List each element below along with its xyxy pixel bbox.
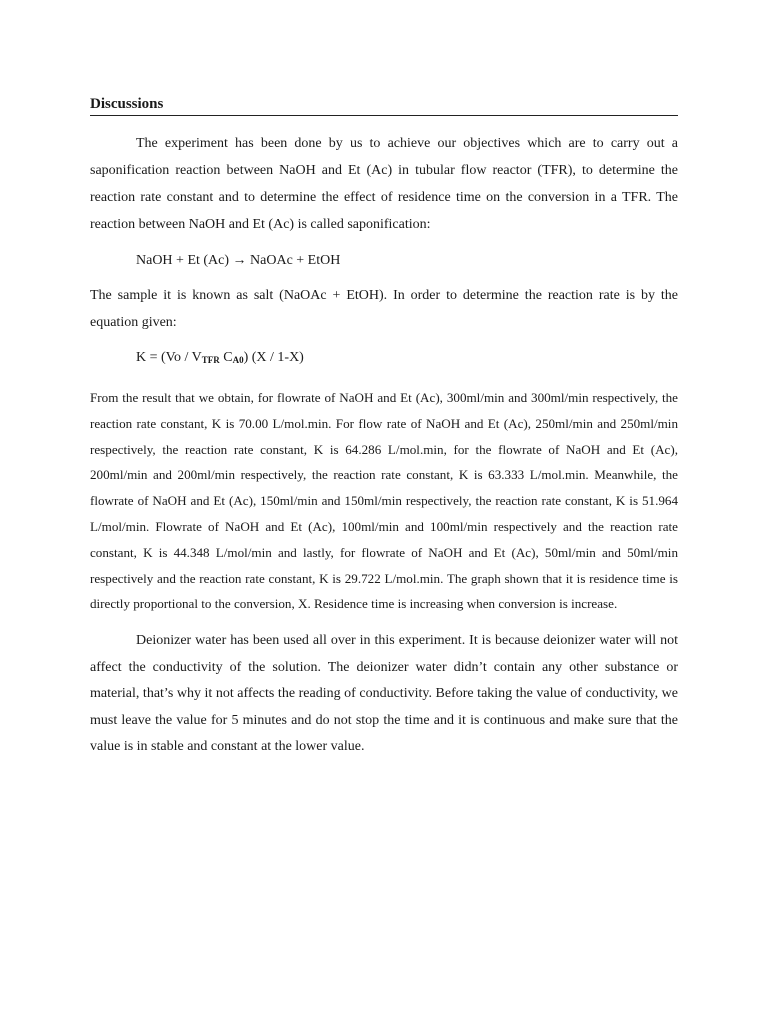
equation-suffix: ) (X / 1-X) [243,350,304,365]
equation-prefix: K = (Vo / V [136,350,202,365]
equation-mid: C [219,350,233,365]
section-heading: Discussions [90,94,678,116]
paragraph-sample: The sample it is known as salt (NaOAc + EtOH). In order to determine the reaction rate is by the equation given: [90,288,678,330]
subscript-tfr: TFR [201,355,220,365]
paragraph-deionizer: Deionizer water has been used all over in this experiment. It is because deionizer water will not affect the conductivity of the solution. The deionizer water didn’t contain any other substance or material, that’s why it not affects the reading of conductivity. Before taking the value of conductivity, we must leave the value for 5 minutes and do not stop the time and it is continuous and make sure that the value is in stable and constant at the lower value. [90,633,678,755]
paragraph-results: From the result that we obtain, for flowrate of NaOH and Et (Ac), 300ml/min and 300ml/min respectively, the reaction rate constant, K is 70.00 L/mol.min. For flow rate of NaOH and Et (Ac), 250ml/min and 250ml/min respectively, the reaction rate constant, K is 64.286 L/mol.min, for the flowrate of NaOH and Et (Ac), 200ml/min and 200ml/min respectively, the reaction rate constant, K is 63.333 L/mol.min. Meanwhile, the flowrate of NaOH and Et (Ac), 150ml/min and 150ml/min respectively, the reaction rate constant, K is 51.964 L/mol/min. Flowrate of NaOH and Et (Ac), 100ml/min and 100ml/min respectively and the reaction rate constant, K is 44.348 L/mol/min and lastly, for flowrate of NaOH and Et (Ac), 50ml/min and 50ml/min respectively and the reaction rate constant, K is 29.722 L/mol.min. The graph shown that it is residence time is directly proportional to the conversion, X. Residence time is increasing when conversion is increase. [90,390,678,612]
rate-constant-equation [136,348,678,370]
reaction-equation: NaOH + Et (Ac) → NaOAc + EtOH [136,253,341,268]
subscript-a0: A0 [232,355,244,365]
paragraph-objectives: The experiment has been done by us to achieve our objectives which are to carry out a saponification reaction between NaOH and Et (Ac) in tubular flow reactor (TFR), to determine the reaction rate constant and to determine the effect of residence time on the conversion in a TFR. The reaction between NaOH and Et (Ac) is called saponification: [90,136,678,232]
document-page [90,94,678,761]
